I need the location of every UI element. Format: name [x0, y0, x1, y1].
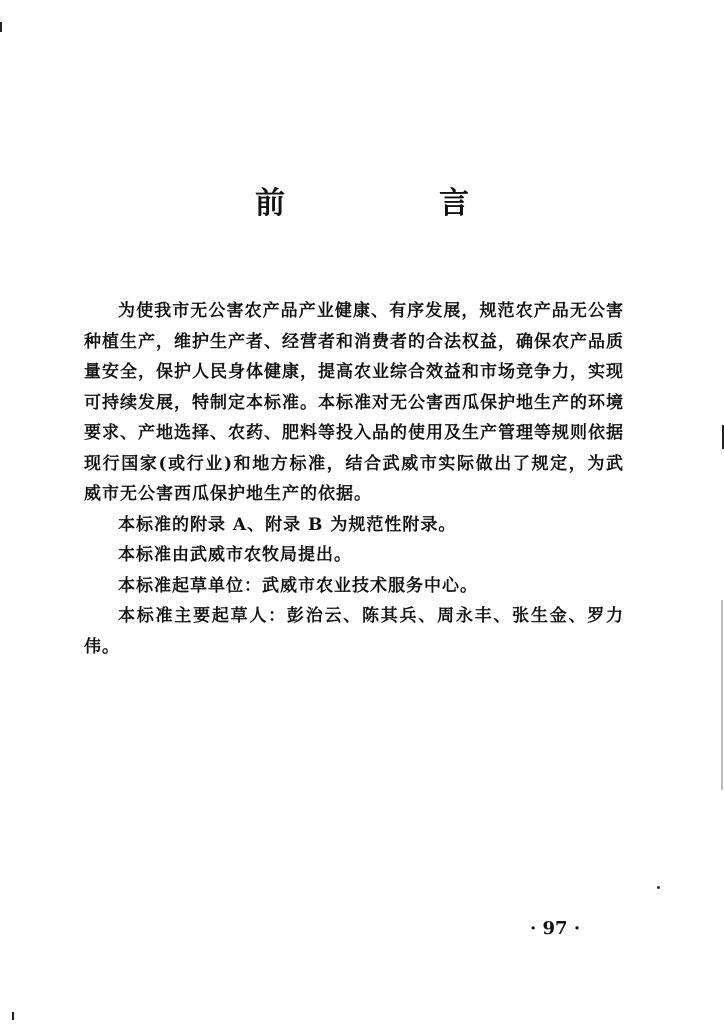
scan-edge-mark-right-lower	[721, 600, 723, 790]
preface-paragraph-5: 本标准主要起草人：彭治云、陈其兵、周永丰、张生金、罗力伟。	[84, 606, 624, 657]
scan-edge-mark-top	[0, 22, 2, 32]
preface-paragraph-4: 本标准起草单位：武威市农业技术服务中心。	[118, 575, 478, 596]
scan-edge-mark-bottom	[12, 1012, 14, 1020]
scan-speck	[657, 886, 660, 889]
page-number: · 97 ·	[530, 918, 581, 939]
preface-body	[84, 296, 624, 662]
page-title: 前 言	[255, 186, 531, 221]
preface-paragraph-1: 为使我市无公害农产品产业健康、有序发展，规范农产品无公害种植生产，维护生产者、经营者和消费者的合法权益，确保农产品质量安全，保护人民身体健康，提高农业综合效益和市场竞争力，实现可持续发展，特制定本标准。本标准对无公害西瓜保护地生产的环境要求、产地选择、农药、肥料等投入品的使用及生产管理等规则依据现行国家(或行业)和地方标准，结合武威市实际做出了规定，为武威市无公害西瓜保护地生产的依据。	[84, 301, 624, 504]
preface-paragraph-2: 本标准的附录 A、附录 B 为规范性附录。	[118, 514, 457, 535]
preface-paragraph-3: 本标准由武威市农牧局提出。	[118, 545, 352, 565]
